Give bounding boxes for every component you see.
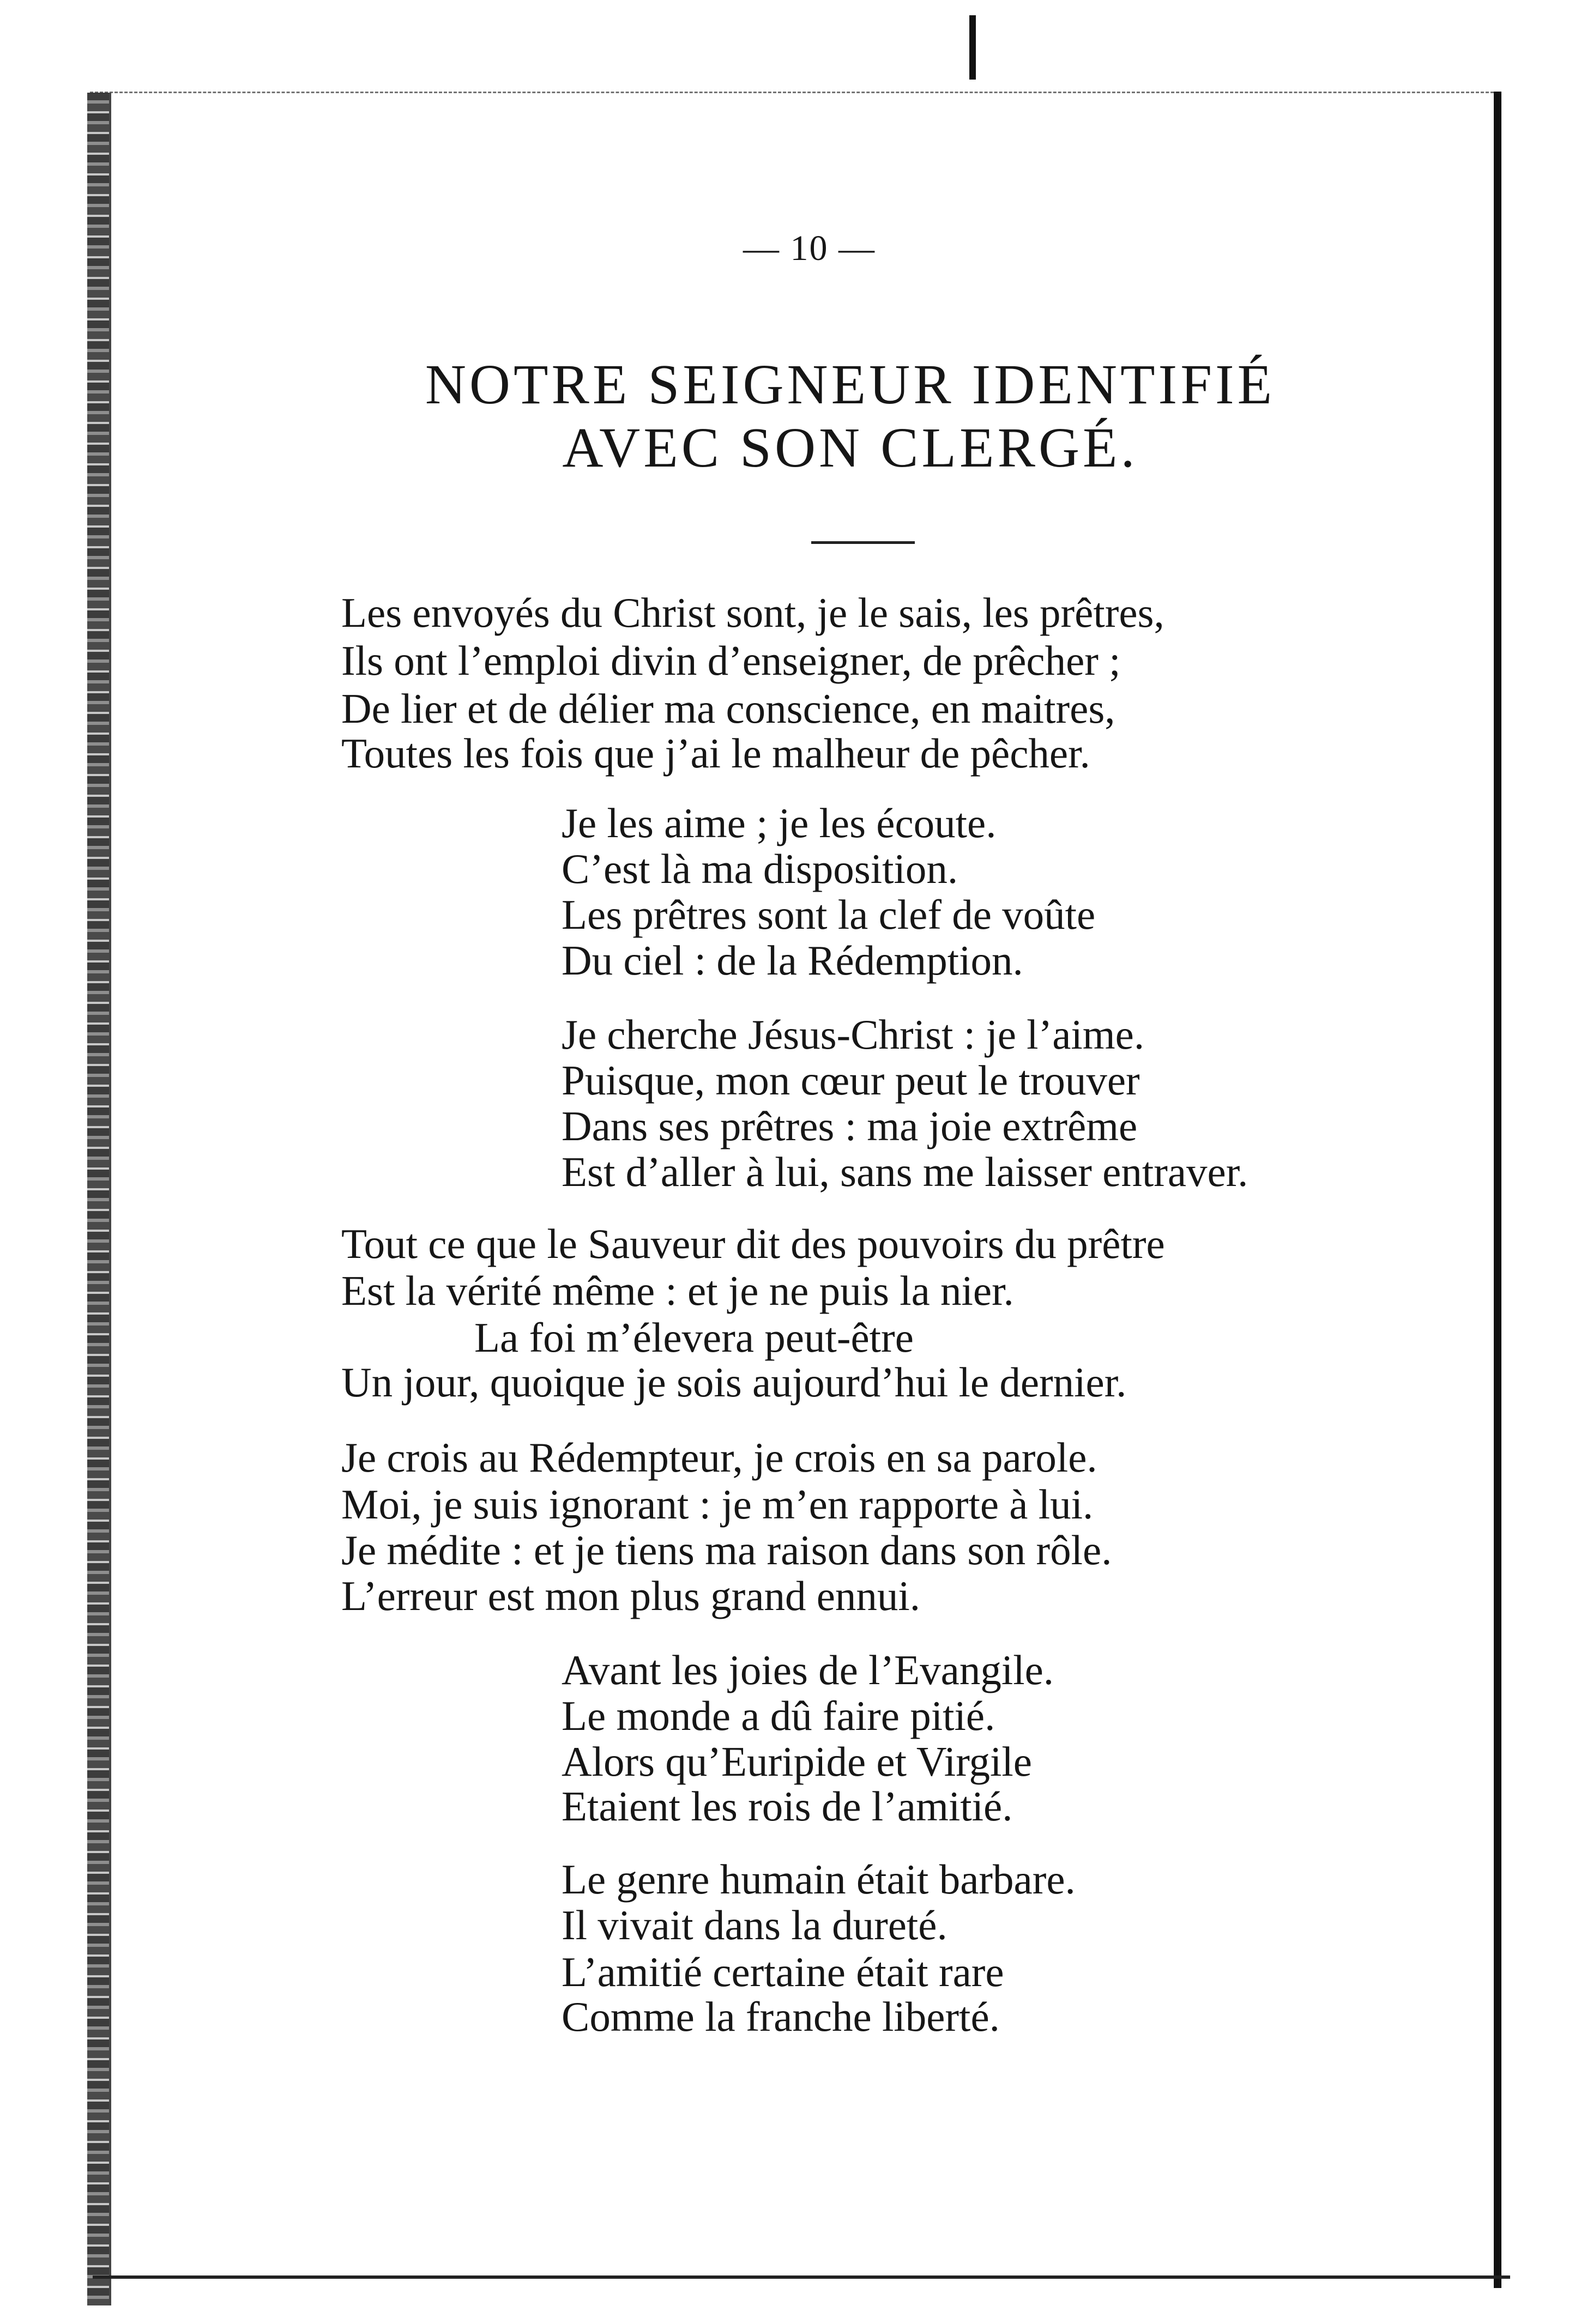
poem-line: Ils ont l’emploi divin d’enseigner, de prêcher ;	[341, 637, 1121, 684]
poem-line: Toutes les fois que j’ai le malheur de pêcher.	[341, 730, 1090, 777]
poem-line: La foi m’élevera peut-être	[474, 1314, 914, 1361]
poem-line: Un jour, quoique je sois aujourd’hui le dernier.	[341, 1359, 1127, 1406]
title-rule	[811, 541, 915, 544]
title-line-2: AVEC SON CLERGÉ.	[562, 416, 1138, 479]
poem-line: Il vivait dans la dureté.	[562, 1902, 948, 1948]
poem-line: Le genre humain était barbare.	[562, 1856, 1076, 1903]
poem-line: Je crois au Rédempteur, je crois en sa parole.	[341, 1434, 1097, 1481]
poem-line: De lier et de délier ma conscience, en maitres,	[341, 685, 1115, 732]
poem-line: Est d’aller à lui, sans me laisser entraver.	[562, 1148, 1248, 1195]
title-line-1: NOTRE SEIGNEUR IDENTIFIÉ	[425, 353, 1276, 416]
poem-line: Est la vérité même : et je ne puis la nier.	[341, 1267, 1014, 1314]
poem-line: L’amitié certaine était rare	[562, 1948, 1004, 1995]
scan-mark-top	[969, 15, 976, 80]
poem-line: Le monde a dû faire pitié.	[562, 1692, 995, 1739]
poem-line: Je les aime ; je les écoute.	[562, 800, 997, 846]
poem-line: Etaient les rois de l’amitié.	[562, 1783, 1013, 1830]
page-frame-bottom	[93, 2275, 1510, 2279]
page-number: — 10 —	[743, 228, 876, 268]
poem-line: Comme la franche liberté.	[562, 1993, 1000, 2040]
poem-line: Du ciel : de la Rédemption.	[562, 937, 1023, 984]
page-frame-top	[90, 92, 1494, 93]
poem-line: Avant les joies de l’Evangile.	[562, 1647, 1054, 1693]
poem-line: Tout ce que le Sauveur dit des pouvoirs du prêtre	[341, 1220, 1165, 1267]
poem-line: C’est là ma disposition.	[562, 845, 958, 892]
poem-line: Dans ses prêtres : ma joie extrême	[562, 1103, 1138, 1149]
poem-line: Puisque, mon cœur peut le trouver	[562, 1057, 1140, 1104]
poem-line: Les envoyés du Christ sont, je le sais, les prêtres,	[341, 589, 1164, 636]
page-title	[0, 353, 1575, 480]
poem-line: Alors qu’Euripide et Virgile	[562, 1738, 1032, 1785]
poem-line: L’erreur est mon plus grand ennui.	[341, 1572, 921, 1619]
poem-line: Les prêtres sont la clef de voûte	[562, 891, 1096, 938]
poem-line: Moi, je suis ignorant : je m’en rapporte à lui.	[341, 1481, 1094, 1528]
poem-line: Je cherche Jésus-Christ : je l’aime.	[562, 1011, 1145, 1058]
poem-line: Je médite : et je tiens ma raison dans son rôle.	[341, 1527, 1112, 1573]
